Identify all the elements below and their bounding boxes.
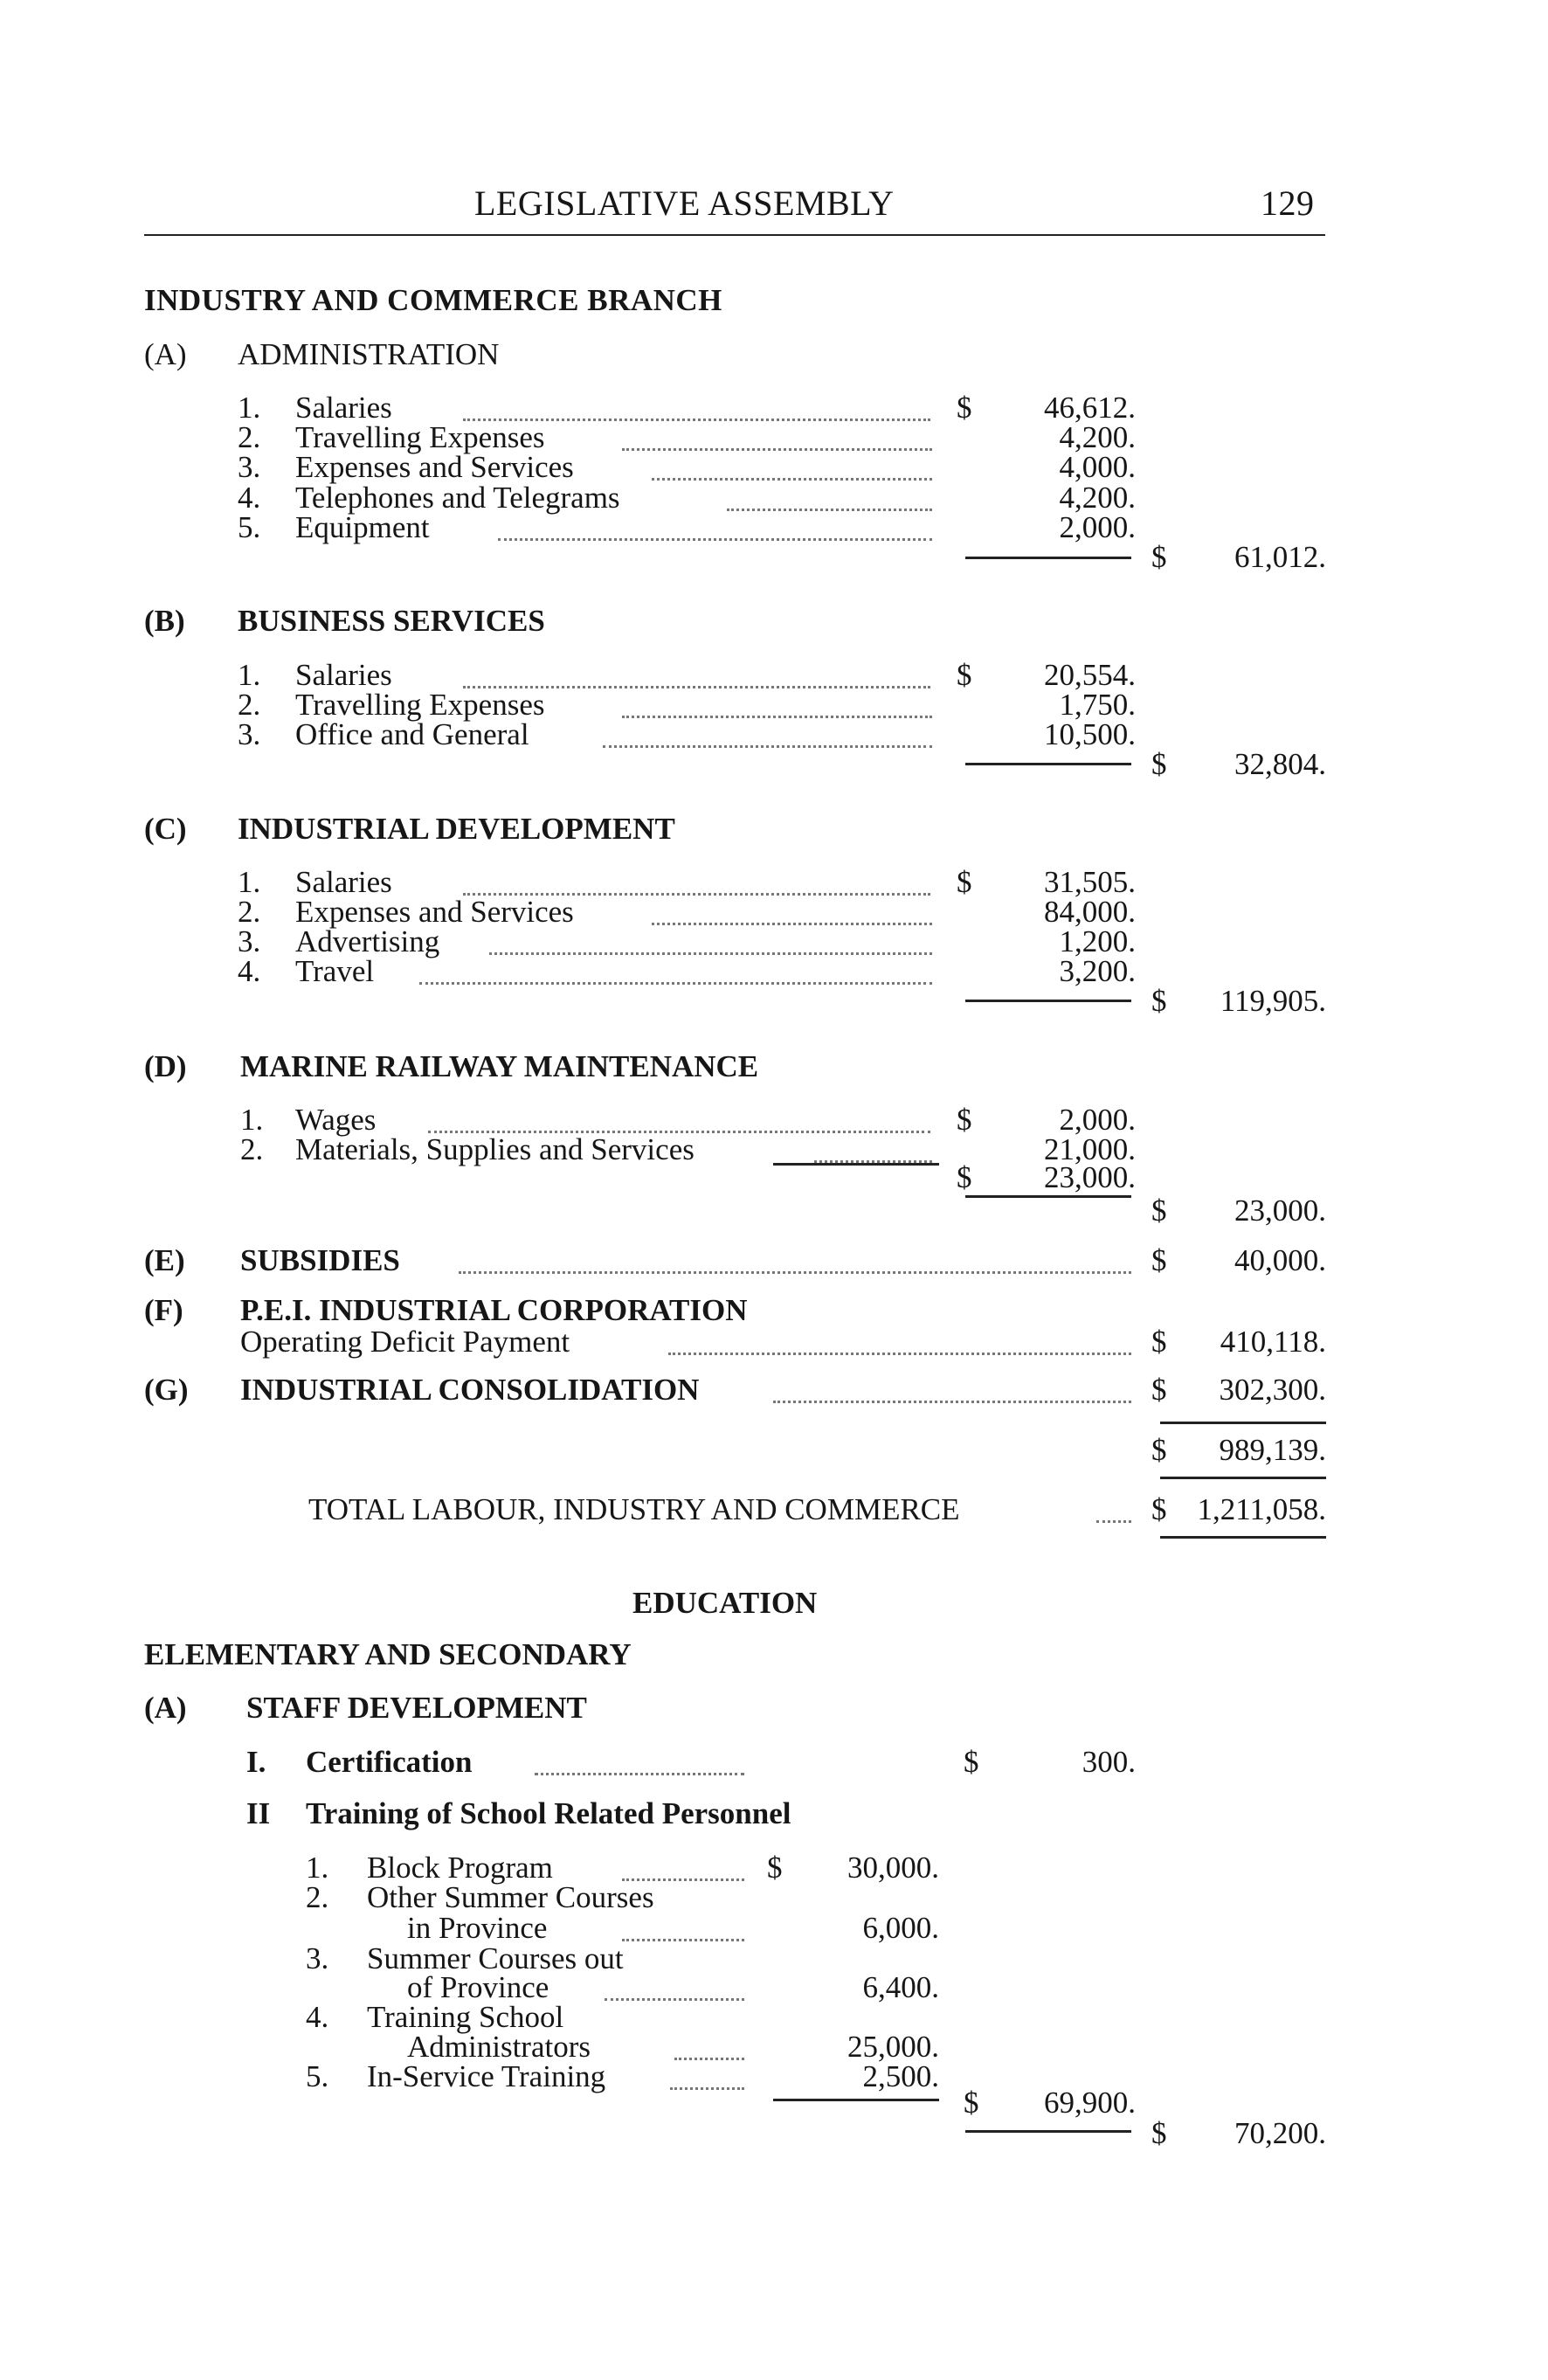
- leader-dots: [622, 1939, 744, 1941]
- item-number: 2.: [238, 688, 261, 722]
- subsection-title: ADMINISTRATION: [238, 337, 500, 371]
- leader-dots: [489, 952, 932, 955]
- item-amount: 10,500.: [1044, 717, 1136, 751]
- leader-dots: [670, 2087, 744, 2090]
- item-label: Training of School Related Personnel: [306, 1796, 791, 1830]
- subtotal-amount: 23,000.: [1044, 1160, 1136, 1194]
- item-number: 1.: [240, 1103, 264, 1137]
- dollar-sign: $: [957, 865, 972, 899]
- subsection-letter: (A): [144, 1691, 187, 1725]
- item-label: Travelling Expenses: [295, 688, 545, 722]
- section-total: 70,200.: [1234, 2116, 1326, 2150]
- subtotal-rule: [773, 1163, 939, 1166]
- item-amount: 4,200.: [1059, 481, 1136, 515]
- grand-total-label: TOTAL LABOUR, INDUSTRY AND COMMERCE: [308, 1492, 960, 1526]
- item-amount: 4,000.: [1059, 450, 1136, 484]
- item-label: Summer Courses out: [367, 1941, 624, 1975]
- item-number: 3.: [238, 717, 261, 751]
- item-label: In-Service Training: [367, 2059, 606, 2093]
- item-label: Advertising: [295, 924, 440, 958]
- subsection-letter: (G): [144, 1373, 189, 1407]
- item-label: Salaries: [295, 391, 392, 425]
- subsection-title: P.E.I. INDUSTRIAL CORPORATION: [240, 1293, 748, 1327]
- dollar-sign: $: [1151, 1433, 1167, 1467]
- item-label: Wages: [295, 1103, 377, 1137]
- item-label: Training School: [367, 2000, 564, 2034]
- section-title: EDUCATION: [632, 1586, 818, 1620]
- item-amount: 6,000.: [862, 1911, 939, 1945]
- item-label: Expenses and Services: [295, 895, 574, 929]
- item-label-continued: Administrators: [407, 2030, 591, 2064]
- item-number: II: [246, 1796, 271, 1830]
- section-total: 119,905.: [1220, 984, 1326, 1018]
- total-rule: [1160, 1477, 1326, 1479]
- section-total: 302,300.: [1219, 1373, 1326, 1407]
- item-amount: 46,612.: [1044, 391, 1136, 425]
- leader-dots: [622, 448, 932, 451]
- subsection-letter: (D): [144, 1049, 187, 1083]
- dollar-sign: $: [1151, 984, 1167, 1018]
- subsection-letter: (E): [144, 1243, 185, 1277]
- item-number: 3.: [306, 1941, 329, 1975]
- item-number: 2.: [306, 1880, 329, 1914]
- branch-total: 989,139.: [1219, 1433, 1326, 1467]
- item-amount: 25,000.: [847, 2030, 939, 2064]
- item-amount: 2,000.: [1059, 1103, 1136, 1137]
- item-number: 2.: [240, 1132, 264, 1166]
- leader-dots: [727, 509, 932, 511]
- item-number: 2.: [238, 420, 261, 454]
- dollar-sign: $: [964, 2086, 979, 2120]
- subtotal-rule: [773, 2099, 939, 2101]
- section-total: 23,000.: [1234, 1193, 1326, 1228]
- subsection-title: MARINE RAILWAY MAINTENANCE: [240, 1049, 759, 1083]
- subsection-letter: (F): [144, 1293, 183, 1327]
- dollar-sign: $: [1151, 2116, 1167, 2150]
- item-number: 1.: [306, 1851, 329, 1885]
- section-title: INDUSTRY AND COMMERCE BRANCH: [144, 283, 722, 317]
- dollar-sign: $: [1151, 1492, 1167, 1526]
- leader-dots: [535, 1773, 744, 1775]
- item-label: Certification: [306, 1745, 473, 1779]
- item-amount: 2,500.: [862, 2059, 939, 2093]
- section-total: 410,118.: [1220, 1325, 1326, 1359]
- leader-dots: [419, 982, 932, 985]
- item-amount: 20,554.: [1044, 658, 1136, 692]
- dollar-sign: $: [964, 1745, 979, 1779]
- section-total: 40,000.: [1234, 1243, 1326, 1277]
- item-label: Operating Deficit Payment: [240, 1325, 570, 1359]
- section-total: 61,012.: [1234, 540, 1326, 574]
- subsection-title: SUBSIDIES: [240, 1243, 400, 1277]
- subtotal-rule: [965, 1195, 1131, 1198]
- subtotal-rule: [965, 2130, 1131, 2133]
- item-amount: 2,000.: [1059, 510, 1136, 544]
- dollar-sign: $: [1151, 1243, 1167, 1277]
- leader-dots: [773, 1401, 1131, 1403]
- item-label: Office and General: [295, 717, 529, 751]
- leader-dots: [1096, 1520, 1131, 1523]
- header-rule: [144, 234, 1325, 236]
- item-label-continued: of Province: [407, 1970, 549, 2004]
- page-header-title: LEGISLATIVE ASSEMBLY: [474, 183, 895, 223]
- subsection-letter: (C): [144, 812, 187, 846]
- leader-dots: [674, 2058, 744, 2060]
- section-total: 32,804.: [1234, 747, 1326, 781]
- item-amount: 1,200.: [1059, 924, 1136, 958]
- item-number: 5.: [306, 2059, 329, 2093]
- item-number: I.: [246, 1745, 266, 1779]
- item-label: Travelling Expenses: [295, 420, 545, 454]
- total-rule: [1160, 1422, 1326, 1424]
- subtotal-rule: [965, 1000, 1131, 1002]
- dollar-sign: $: [957, 658, 972, 692]
- dollar-sign: $: [1151, 1373, 1167, 1407]
- item-number: 1.: [238, 658, 261, 692]
- item-label: Block Program: [367, 1851, 553, 1885]
- item-number: 4.: [238, 481, 261, 515]
- dollar-sign: $: [1151, 747, 1167, 781]
- subsection-title: BUSINESS SERVICES: [238, 604, 545, 638]
- item-amount: 4,200.: [1059, 420, 1136, 454]
- item-number: 2.: [238, 895, 261, 929]
- subtotal-rule: [965, 763, 1131, 765]
- subsection-letter: (B): [144, 604, 185, 638]
- item-label: Salaries: [295, 658, 392, 692]
- subsection-title: STAFF DEVELOPMENT: [246, 1691, 587, 1725]
- dollar-sign: $: [1151, 540, 1167, 574]
- subsection-title: INDUSTRIAL DEVELOPMENT: [238, 812, 675, 846]
- subsection-letter: (A): [144, 337, 187, 371]
- item-label: Other Summer Courses: [367, 1880, 654, 1914]
- item-amount: 6,400.: [862, 1970, 939, 2004]
- leader-dots: [459, 1271, 1131, 1274]
- leader-dots: [603, 745, 932, 748]
- item-label: Salaries: [295, 865, 392, 899]
- subsection-title: INDUSTRIAL CONSOLIDATION: [240, 1373, 700, 1407]
- dollar-sign: $: [957, 391, 972, 425]
- leader-dots: [622, 716, 932, 718]
- leader-dots: [652, 478, 932, 481]
- item-amount: 30,000.: [847, 1851, 939, 1885]
- item-label: Materials, Supplies and Services: [295, 1132, 695, 1166]
- item-label: Equipment: [295, 510, 430, 544]
- dollar-sign: $: [767, 1851, 783, 1885]
- item-label-continued: in Province: [407, 1911, 548, 1945]
- leader-dots: [498, 538, 932, 541]
- item-number: 3.: [238, 924, 261, 958]
- total-rule: [1160, 1536, 1326, 1539]
- dollar-sign: $: [957, 1160, 972, 1194]
- item-amount: 31,505.: [1044, 865, 1136, 899]
- section-subtitle: ELEMENTARY AND SECONDARY: [144, 1637, 632, 1671]
- item-label: Expenses and Services: [295, 450, 574, 484]
- leader-dots: [652, 923, 932, 925]
- leader-dots: [668, 1353, 1131, 1355]
- item-number: 5.: [238, 510, 261, 544]
- item-number: 4.: [306, 2000, 329, 2034]
- page-number: 129: [1261, 183, 1315, 223]
- subtotal-amount: 69,900.: [1044, 2086, 1136, 2120]
- item-label: Travel: [295, 954, 375, 988]
- item-number: 3.: [238, 450, 261, 484]
- item-number: 4.: [238, 954, 261, 988]
- item-number: 1.: [238, 391, 261, 425]
- item-amount: 21,000.: [1044, 1132, 1136, 1166]
- dollar-sign: $: [1151, 1325, 1167, 1359]
- dollar-sign: $: [1151, 1193, 1167, 1228]
- leader-dots: [605, 1998, 744, 2001]
- grand-total: 1,211,058.: [1197, 1492, 1326, 1526]
- dollar-sign: $: [957, 1103, 972, 1137]
- item-number: 1.: [238, 865, 261, 899]
- item-amount: 1,750.: [1059, 688, 1136, 722]
- item-amount: 300.: [1082, 1745, 1136, 1779]
- subtotal-rule: [965, 557, 1131, 559]
- item-amount: 3,200.: [1059, 954, 1136, 988]
- item-amount: 84,000.: [1044, 895, 1136, 929]
- item-label: Telephones and Telegrams: [295, 481, 620, 515]
